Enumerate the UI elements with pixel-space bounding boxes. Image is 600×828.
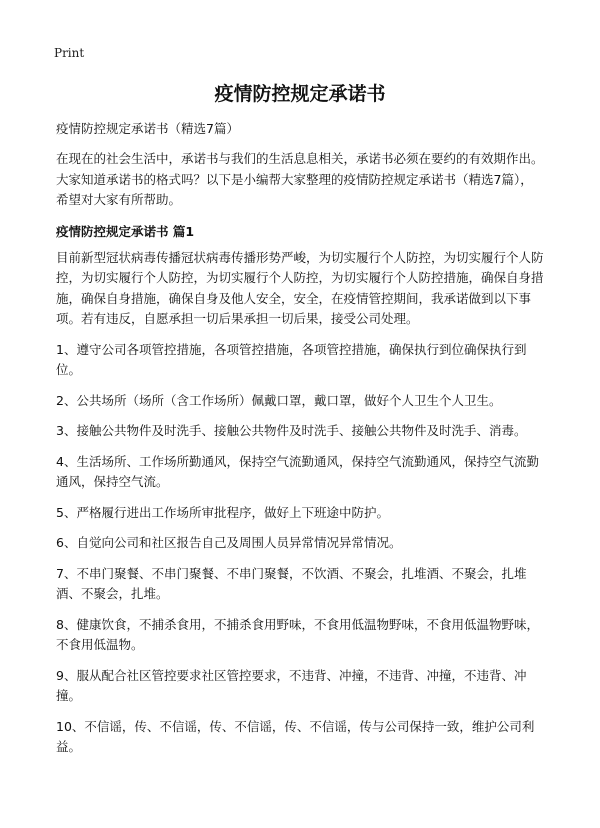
document-subtitle: 疫情防控规定承诺书（精选7篇）	[56, 121, 239, 136]
list-item-3: 3、接触公共物件及时洗手、接触公共物件及时洗手、接触公共物件及时洗手、消毒。	[56, 423, 527, 438]
intro-paragraph: 在现在的社会生活中，承诺书与我们的生活息息相关，承诺书必须在要约的有效期作出。大家知道承诺书的格式吗？以下是小编帮大家整理的疫情防控规定承诺书（精选7篇），希望对大家有所帮助。	[56, 151, 544, 207]
list-item-6: 6、自觉向公司和社区报告自己及周围人员异常情况异常情况。	[56, 535, 402, 550]
list-item-5: 5、严格履行进出工作场所审批程序，做好上下班途中防护。	[56, 504, 389, 520]
section-intro-paragraph: 目前新型冠状病毒传播冠状病毒传播形势严峻，为切实履行个人防控，为切实履行个人防控，为切实履行个人防控，为切实履行个人防控，为切实履行个人防控措施，确保自身措施，确保自身措施，确保自身及他人安全，安全，在疫情管控期间，我承诺做到以下事项。若有违反，自愿承担一切后果承担一切后果，接受公司处理。	[56, 249, 544, 326]
list-item-4: 4、生活场所、工作场所勤通风，保持空气流勤通风，保持空气流勤通风，保持空气流勤通风，保持空气流。	[56, 453, 539, 489]
section-heading: 疫情防控规定承诺书 篇1	[56, 223, 195, 239]
list-item-9: 9、服从配合社区管控要求社区管控要求，不违背、冲撞，不违背、冲撞，不违背、冲撞。	[56, 667, 527, 703]
list-item-1: 1、遵守公司各项管控措施，各项管控措施，各项管控措施，确保执行到位确保执行到位。	[56, 341, 527, 377]
list-item-2: 2、公共场所（场所（含工作场所）佩戴口罩，戴口罩，做好个人卫生个人卫生。	[56, 392, 502, 408]
list-item-8: 8、健康饮食，不捕杀食用，不捕杀食用野味，不食用低温物野味，不食用低温物野味，不食用低温物。	[56, 616, 539, 652]
print-label: Print	[54, 46, 85, 60]
list-item-10: 10、不信谣，传、不信谣，传、不信谣，传、不信谣，传与公司保持一致，维护公司利益。	[56, 718, 535, 754]
list-item-7: 7、不串门聚餐、不串门聚餐、不串门聚餐，不饮酒、不聚会，扎堆酒、不聚会，扎堆酒、不聚会，扎堆。	[56, 565, 527, 601]
document-title: 疫情防控规定承诺书	[214, 83, 386, 105]
